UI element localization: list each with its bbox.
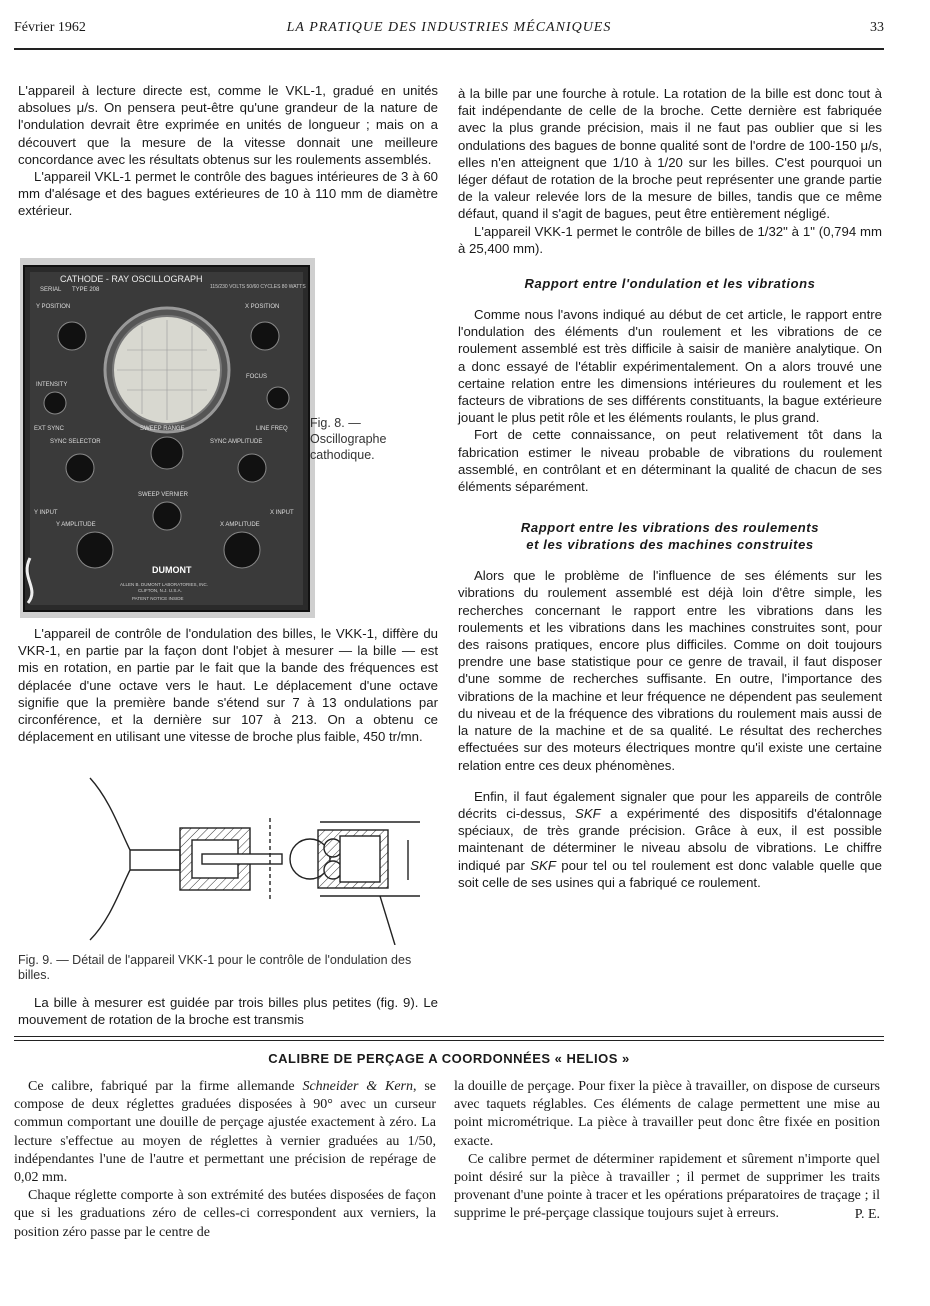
paragraph: Ce calibre permet de déterminer rapidement et sûrement n'importe quel point désiré sur la pièce à travailler ; il permet de supprimer les traits provenant d'une pointe à tracer et les opérations préparatoires de traçage ; il supprime le pré-perçage classique toujours sujet à erreurs. [454,1151,880,1222]
article-title: CALIBRE DE PERÇAGE A COORDONNÉES « HELIOS » [268,1051,630,1066]
paragraph: L'appareil VKL-1 permet le contrôle des bagues intérieures de 3 à 60 mm d'alésage et des bagues extérieures de 10 à 110 mm de diamètre extérieur. [18,169,438,219]
section-title: Rapport entre les vibrations des roulements [520,520,820,536]
figure-9-drawing [20,770,440,945]
article-right-column [454,1078,880,1224]
panel-type: TYPE 208 [72,287,100,293]
label-x-amplitude: X AMPLITUDE [220,522,260,528]
figure-8-caption: Fig. 8. — Oscillographe cathodique. [310,416,387,462]
paragraph: Alors que le problème de l'influence de ses éléments sur les vibrations du roulement assemblé est déjà loin d'être simple, les recherches concernant le rapport entre les vibrations dans les roulements et les vibrations dans les machines construites sont, pour des raisons pratiques, encore plus difficiles. Comme on doit toujours prendre une base statistique pour ce genre de travail, il faut disposer d'une somme de recherches suffisante. En outre, l'importance des vibrations de la machine et leur fréquence ne dépendent pas seulement du niveau et de la fréquence des vibrations du roulement mais aussi de la nature de la machine et de sa qualité. Le résultat des recherches effectuées sur des moteurs électriques montre qu'il existe une certaine relation entre ces deux phénomènes. [458,568,882,773]
label-intensity: INTENSITY [36,382,68,388]
article-rule-bottom [14,1040,884,1041]
author-signature: P. E. [854,1206,880,1222]
text-run: Ce calibre, fabriqué par la firme allemande [28,1079,303,1094]
page-number: 33 [870,20,884,35]
header-rule [14,48,884,50]
label-x-input: X INPUT [270,510,294,516]
label-y-input: Y INPUT [34,510,58,516]
left-column-bottom [18,994,438,1028]
figure-8-oscilloscope [20,258,315,618]
label-x-position: X POSITION [245,304,280,310]
text-run: Enfin, il faut également signaler que pour les appareils de contrôle décrits ci-dessus, [458,788,882,821]
label-sweep-vernier: SWEEP VERNIER [138,492,188,498]
patent-notice: PATENT NOTICE INSIDE [132,596,184,601]
paragraph: Chaque réglette comporte à son extrémité des butées disposées de façon que si les graduations zéro de celles-ci correspondent aux verniers, la position zéro passe par le centre de [14,1188,436,1240]
panel-serial: SERIAL [40,287,62,293]
ball-fixture-drawing [20,770,440,945]
label-ext-sync: EXT SYNC [34,426,64,432]
issue-date: Février 1962 [14,20,86,35]
panel-power: 115/230 VOLTS 50/60 CYCLES 80 WATTS [210,284,306,290]
label-y-amplitude: Y AMPLITUDE [56,522,96,528]
maker-plate: ALLEN B. DUMONT LABORATORIES, INC. [120,582,209,587]
paragraph [14,1078,436,1187]
text-run: a expérimenté des dispositifs d'étalonnage spéciaux, de très grande précision. Grâce à eux, il est possible maintenant de déterminer le niveau absolu de vibrations. Le chiffre indiqué par [458,805,882,873]
maker-city: CLIFTON, N.J. U.S.A. [138,588,182,593]
paragraph: L'appareil VKK-1 permet le contrôle de billes de 1/32" à 1" (0,794 mm à 25,400 mm). [458,223,882,256]
paragraph: L'appareil à lecture directe est, comme le VKL-1, gradué en unités absolues μ/s. On pensera peut-être qu'une grandeur de la nature de l'ondulation devrait être exprimée en unités de longueur ; mais on a découvert que la mesure de la vitesse donnait une meilleure concordance avec les résultats obtenus sur les roulements assemblés. [18,83,438,167]
company-name: SKF [530,857,556,873]
brand-logo-text: DUMONT [152,565,192,575]
left-column-middle [18,625,438,745]
oscilloscope-illustration [20,258,315,618]
label-focus: FOCUS [246,374,267,380]
manufacturer-name: Schneider & Kern [302,1079,413,1094]
paragraph [458,788,882,891]
text-run: pour tel ou tel roulement est donc valable quelle que soit celle de ses usines qui a fabriqué ce roulement. [458,857,882,890]
running-head [14,20,884,40]
right-column [458,85,882,891]
paragraph: la douille de perçage. Pour fixer la pièce à travailler, on dispose de curseurs avec taquets réglables. Ces éléments de calage permettent une mise au point micrométrique. La pièce à travailler peut donc être fixée en position exacte. [454,1079,880,1149]
journal-title: LA PRATIQUE DES INDUSTRIES MÉCANIQUES [286,20,612,35]
paragraph: Comme nous l'avons indiqué au début de cet article, le rapport entre l'ondulation des éléments d'un roulement et les vibrations de ce roulement assemblé est très difficile à saisir de manière analytique. On a donc essayé de l'établir expérimentalement. On a alors trouvé une certaine relation entre les dimensions intérieures du roulement et les facteurs de vibrations de ses différents constituants, la bague extérieure jouant le plus petit rôle et les éléments roulants, le plus grand. [458,307,882,426]
section-title: Rapport entre l'ondulation et les vibrations [524,276,816,292]
article-rule-top [14,1036,884,1037]
paragraph: L'appareil de contrôle de l'ondulation des billes, le VKK-1, diffère du VKR-1, en partie par la façon dont l'objet à mesurer — la bille — est mis en rotation, en partie par le fait que la bande des fréquences est déplacée d'une octave vers le haut. Le déplacement d'une octave signifie que la première bande s'étend sur 7 à 13 ondulations par circonférence, et la dernière sur 107 à 213. On a obtenu ce déplacement en utilisant une vitesse de broche plus faible, 450 tr/mn. [18,626,438,745]
left-column-top [18,82,438,220]
figure-9-caption: Fig. 9. — Détail de l'appareil VKK-1 pour le contrôle de l'ondulation des billes. [18,953,412,982]
company-name: SKF [575,805,601,821]
label-line-freq: LINE FREQ [256,426,288,432]
section-title: et les vibrations des machines construites [526,537,814,553]
label-y-position: Y POSITION [36,304,71,310]
panel-title: CATHODE - RAY OSCILLOGRAPH [60,274,203,284]
label-sync-selector: SYNC SELECTOR [50,439,101,445]
article-left-column [14,1078,436,1242]
paragraph: La bille à mesurer est guidée par trois billes plus petites (fig. 9). Le mouvement de rotation de la broche est transmis [18,995,438,1028]
label-sweep-range: SWEEP RANGE [140,426,185,432]
paragraph: Fort de cette connaissance, on peut relativement tôt dans la fabrication estimer le niveau probable de vibrations du roulement assemblé, en contrôlant et en déterminant la qualité de chacun de ses éléments séparément. [458,427,882,495]
label-sync-amplitude: SYNC AMPLITUDE [210,439,263,445]
text-run: , se compose de deux réglettes graduées disposées à 90° avec un curseur commun comportant une douille de perçage ajustée exactement à zéro. La lecture s'effectue au moyen de réglettes à vernier graduées au 1/50, indépendantes l'une de l'autre et permettant une précision de repérage de 0,02 mm. [14,1079,436,1186]
paragraph: à la bille par une fourche à rotule. La rotation de la bille est donc tout à fait indépendante de celle de la broche. Cette dernière est fabriquée avec la plus grande précision, mais il ne faut pas oublier que si les ondulations des bagues de bonne qualité sont de l'ordre de 100-150 μ/s, elles n'en atteignent que 1/10 à 1/20 sur les billes. C'est pourquoi un léger défaut de rotation de la broche peut représenter une grande partie de la valeur relevée lors de la mesure de billes, tandis que ce même défaut, quand il s'agit de bagues, peut être entièrement négligé. [458,86,882,222]
